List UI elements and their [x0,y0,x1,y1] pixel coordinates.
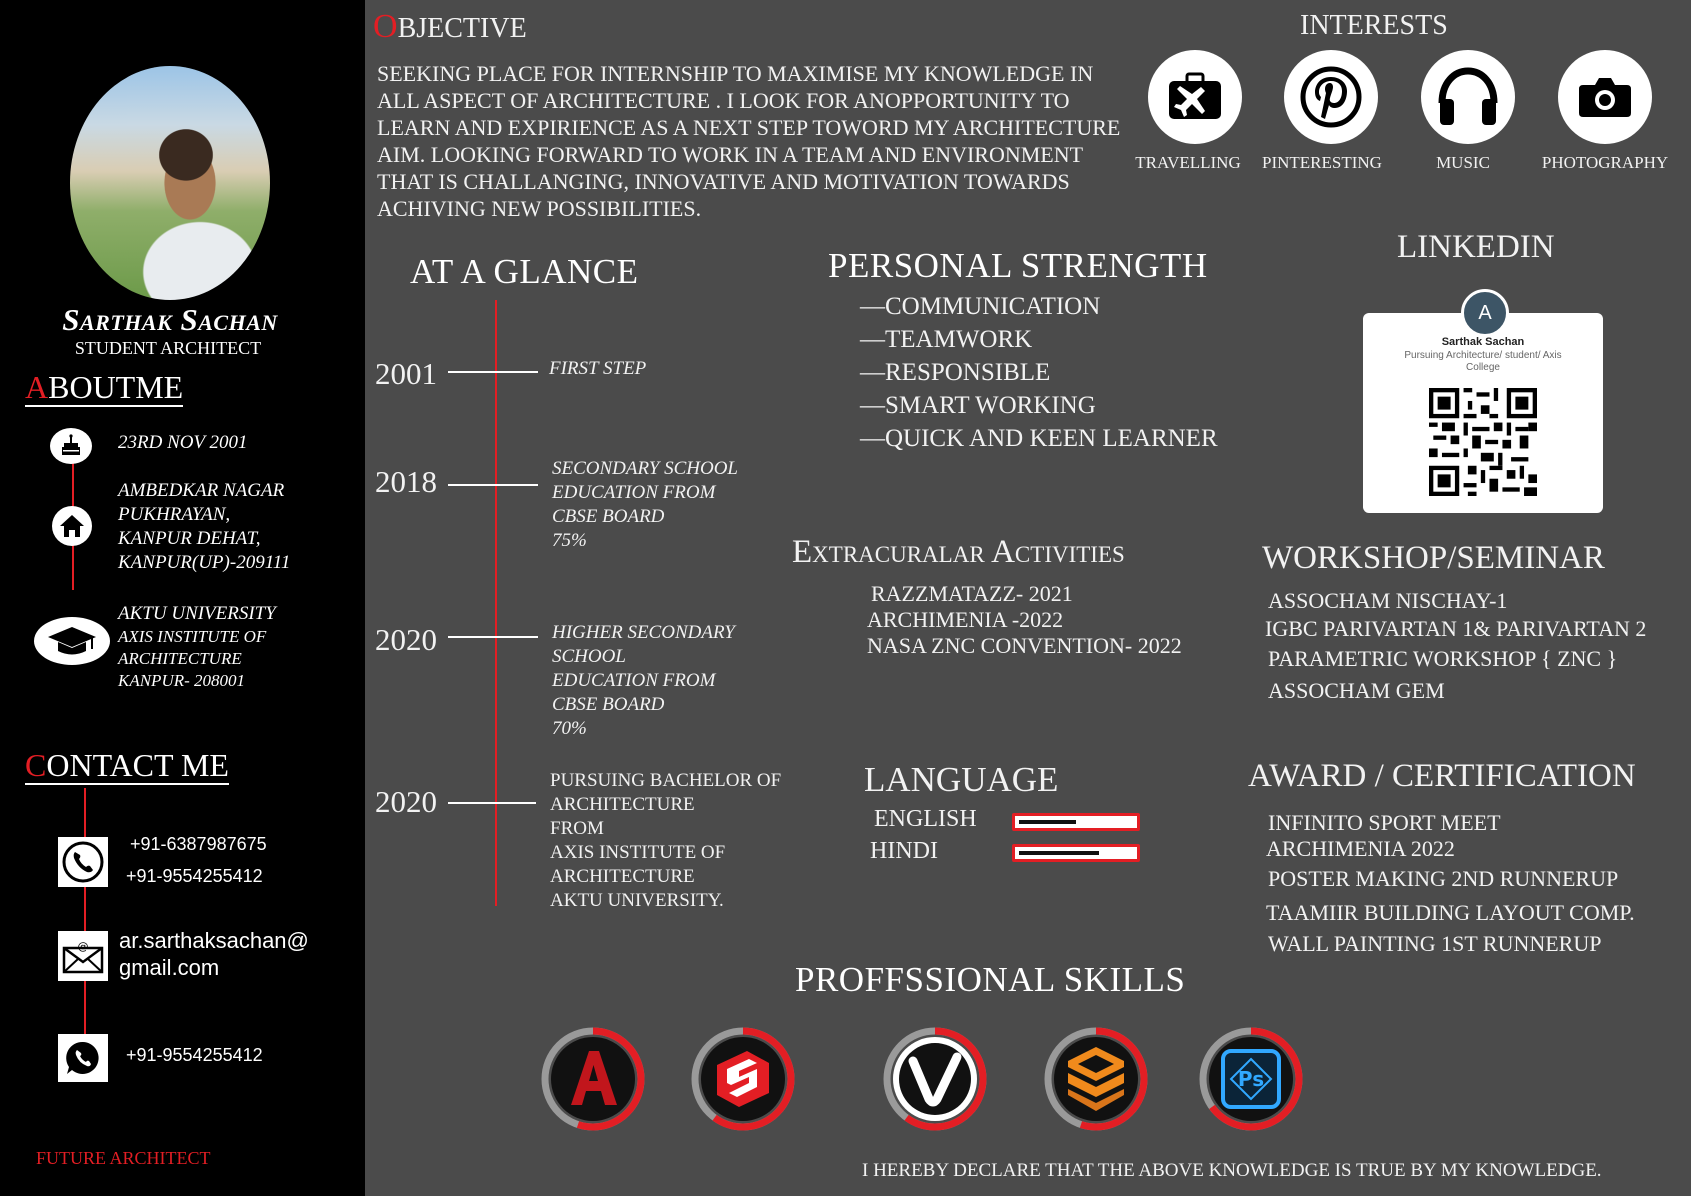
strength-item: — SMART WORKING [860,392,1096,420]
timeline-year: 2020 [375,784,437,819]
contact-heading-initial: C [25,747,47,783]
person-role: STUDENT ARCHITECT [74,338,262,358]
timeline-tick [448,371,538,373]
contact-me-heading [25,748,229,785]
interest-label: PINTERESTING [1262,153,1382,172]
timeline-line: FROM [550,818,604,839]
timeline-tick [448,484,538,486]
timeline-line: EDUCATION FROM [552,482,716,503]
objective-heading-initial: O [373,8,398,45]
contact-heading-me: ME [180,747,229,783]
timeline-line: SECONDARY SCHOOL [552,458,738,479]
strength-item: — RESPONSIBLE [860,359,1050,387]
svg-text:@: @ [77,940,89,953]
linkedin-description: Pursuing Architecture/ student/ Axis College [1404,350,1562,373]
phone-icon [58,837,108,887]
education-block [118,602,276,692]
timeline-tick [448,636,538,638]
award-item: POSTER MAKING 2ND RUNNERUP [1268,866,1619,891]
mail-icon [58,931,108,981]
language-name: ENGLISH [874,806,977,832]
address-line: KANPUR(UP)-209111 [118,552,291,573]
education-line: AKTU UNIVERSITY [118,603,276,624]
linkedin-avatar: A [1461,289,1509,337]
timeline-entry [550,769,781,913]
about-heading-word: BOUT [48,369,136,405]
award-item: INFINITO SPORT MEET [1268,810,1501,835]
timeline-line: 75% [552,530,587,551]
workshop-item: IGBC PARIVARTAN 1& PARIVARTAN 2 [1265,616,1647,641]
sketchup-icon [691,1027,795,1131]
extracurricular-item: NASA ZNC CONVENTION- 2022 [867,633,1182,658]
timeline-entry [552,457,738,553]
timeline-year: 2001 [375,356,437,391]
timeline-tick [448,802,536,804]
camera-icon [1558,50,1652,144]
workshop-item: ASSOCHAM GEM [1268,678,1445,703]
whatsapp-number[interactable]: +91-9554255412 [126,1045,263,1065]
language-name: HINDI [870,838,938,864]
language-level-bar [1012,813,1140,831]
email-address[interactable] [119,927,309,981]
sidebar [0,0,365,1196]
objective-heading-word: BJECTIVE [397,13,527,44]
linkedin-name: Sarthak Sachan [1441,336,1525,348]
about-me-heading [25,370,183,407]
award-item: WALL PAINTING 1ST RUNNERUP [1268,931,1602,956]
personal-strength-heading: PERSONAL STRENGTH [828,246,1208,285]
interest-label: TRAVELLING [1135,153,1241,172]
address-line: KANPUR DEHAT, [118,528,261,549]
award-item: TAAMIIR BUILDING LAYOUT COMP. [1266,900,1635,925]
strength-item: — TEAMWORK [860,326,1032,354]
email-line: ar.sarthaksachan@ [119,928,309,953]
language-level-fill [1019,820,1076,824]
timeline-entry [552,621,735,741]
dob-text: 23RD NOV 2001 [118,432,248,453]
timeline-line: EDUCATION FROM [552,670,716,691]
extracurricular-heading: Extracuralar Activities [792,534,1125,570]
workshop-item: ASSOCHAM NISCHAY-1 [1268,588,1508,613]
timeline-line: AXIS INSTITUTE OF [550,842,726,863]
timeline-line: CBSE BOARD [552,694,665,715]
interests-heading: INTERESTS [1300,10,1448,41]
education-line: AXIS INSTITUTE OF [118,627,267,646]
extracurricular-item: RAZZMATAZZ- 2021 [871,581,1073,606]
vray-icon [883,1027,987,1131]
objective-text: SEEKING PLACE FOR INTERNSHIP TO MAXIMISE MY KNOWLEDGE IN ALL ASPECT OF ARCHITECTURE . I LOOK FOR ANOPPORTUNITY TO LEARN AND EXPIRIENCE AS A NEXT STEP TOWORD MY ARCHITECTURE AIM. LOOKING FORWARD TO WORK IN A TEAM AND ENVIRONMENT THAT IS CHALLANGING, INNOVATIVE AND MOTIVATION TOWARDS ACHIVING NEW POSSIBILITIES. [377,61,1121,221]
address-line: AMBEDKAR NAGAR [118,480,285,501]
phone-number-primary[interactable]: +91-6387987675 [130,834,267,854]
timeline-line: HIGHER SECONDARY [552,622,735,643]
workshop-item: PARAMETRIC WORKSHOP { ZNC } [1268,646,1618,671]
at-a-glance-heading: AT A GLANCE [410,252,639,291]
airplane-luggage-icon [1148,50,1242,144]
timeline-axis [495,300,497,906]
timeline-line: AKTU UNIVERSITY. [550,890,724,911]
timeline-line: PURSUING BACHELOR OF [550,770,782,791]
strength-item: — COMMUNICATION [860,293,1100,321]
timeline-line: ARCHITECTURE [550,866,695,887]
objective-heading [373,8,527,46]
timeline-line: 70% [552,718,587,739]
headphones-icon [1421,50,1515,144]
timeline-line: FIRST STEP [549,358,647,379]
declaration-text: I HEREBY DECLARE THAT THE ABOVE KNOWLEDGE IS TRUE BY MY KNOWLEDGE. [862,1160,1602,1181]
education-line: KANPUR- 208001 [118,671,246,690]
about-heading-initial: A [25,369,49,405]
workshop-heading: WORKSHOP/SEMINAR [1262,540,1605,576]
timeline-line: CBSE BOARD [552,506,665,527]
award-item: ARCHIMENIA 2022 [1266,836,1455,861]
email-line: gmail.com [119,955,220,980]
timeline-year: 2020 [375,622,437,657]
education-line: ARCHITECTURE [118,649,242,668]
timeline-line: SCHOOL [552,646,626,667]
contact-connector-line [84,788,86,1038]
language-level-bar [1012,844,1140,862]
autocad-icon [541,1027,645,1131]
about-heading-me: ME [135,369,184,405]
whatsapp-icon [58,1034,108,1082]
phone-number-secondary[interactable]: +91-9554255412 [126,866,263,886]
svg-text:Ps: Ps [1237,1067,1265,1091]
language-heading: LANGUAGE [864,760,1059,799]
timeline-year: 2018 [375,464,437,499]
photoshop-icon [1199,1027,1303,1131]
interest-label: MUSIC [1436,153,1490,172]
address-line: PUKHRAYAN, [118,504,231,525]
profile-photo [70,66,270,300]
enscape-icon [1044,1027,1148,1131]
qr-code-icon[interactable] [1429,388,1537,496]
footer-tagline: FUTURE ARCHITECT [36,1148,211,1168]
interest-label: PHOTOGRAPHY [1541,153,1669,172]
pinterest-icon [1284,50,1378,144]
award-certification-heading: AWARD / CERTIFICATION [1248,758,1636,794]
strength-item: — QUICK AND KEEN LEARNER [860,425,1218,453]
cake-icon [50,428,92,464]
timeline-entry [549,357,646,381]
home-icon [52,506,92,546]
address-block [118,479,290,575]
person-name: Sarthak Sachan [62,302,278,337]
timeline-line: ARCHITECTURE [550,794,695,815]
graduation-cap-icon [34,617,110,665]
contact-heading-word: ONTACT [46,747,173,783]
professional-skills-heading: PROFFSSIONAL SKILLS [795,960,1186,999]
language-level-fill [1019,851,1099,855]
linkedin-heading: LINKEDIN [1397,229,1555,265]
extracurricular-item: ARCHIMENIA -2022 [867,607,1064,632]
